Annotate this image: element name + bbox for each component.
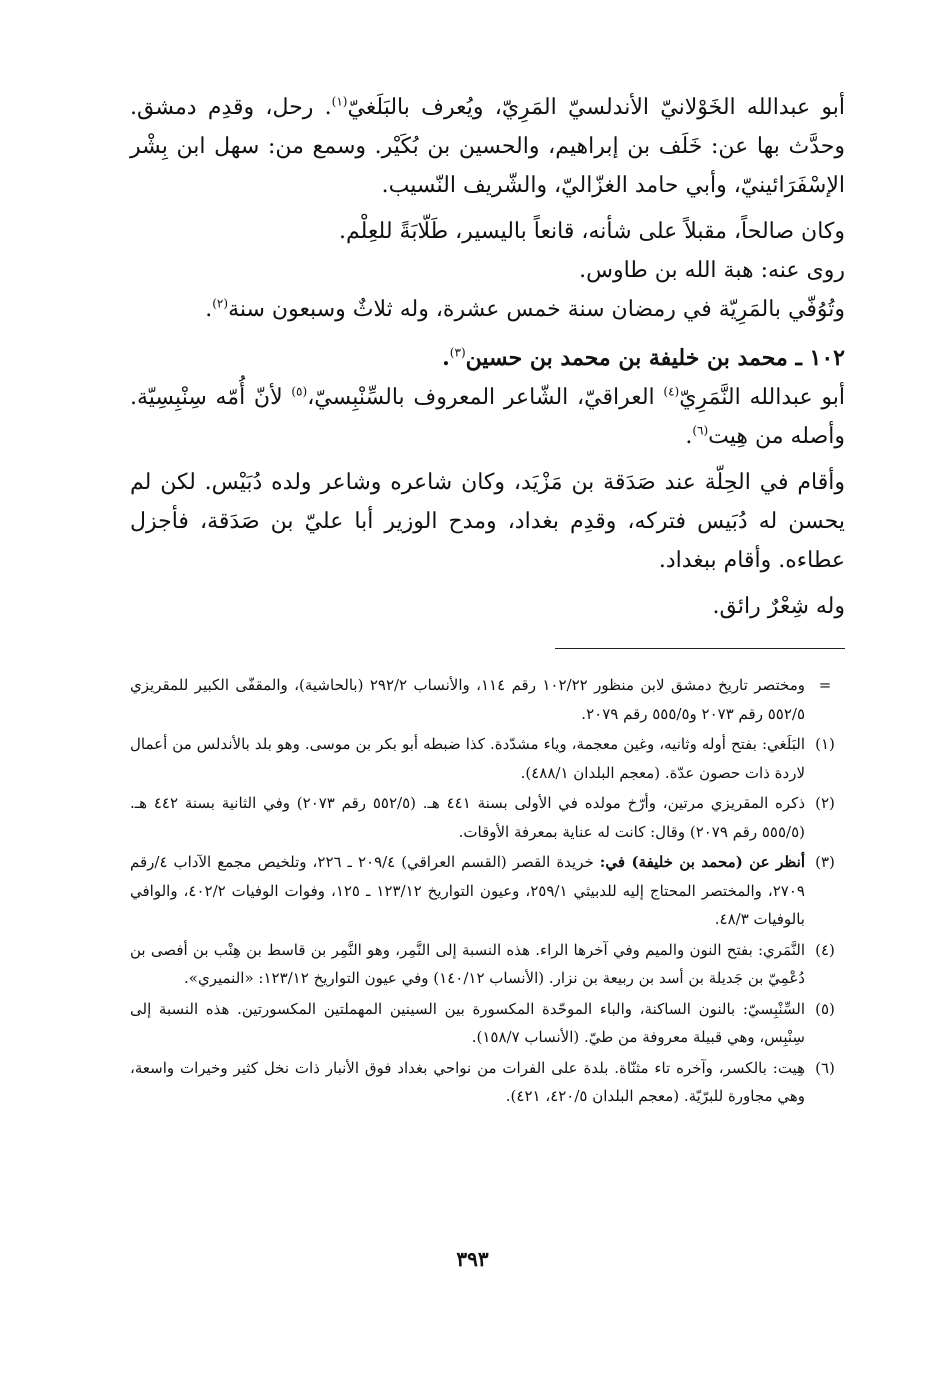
footnote-marker: (٤) xyxy=(815,940,835,959)
narrators-paragraph: روى عنه: هبة الله بن طاوس. xyxy=(579,258,845,283)
footnote-item xyxy=(130,848,845,934)
footnote-item xyxy=(130,789,845,846)
footnote-item xyxy=(130,995,845,1052)
footnote-marker: (١) xyxy=(815,735,835,753)
footnote-item xyxy=(130,1054,845,1111)
para-text: . xyxy=(442,345,450,371)
entry-heading xyxy=(130,339,845,378)
footnote-ref[interactable]: (٢) xyxy=(212,296,229,311)
biography-paragraph xyxy=(130,88,845,205)
footnote-marker: (٣) xyxy=(815,853,835,871)
entry-intro-paragraph xyxy=(130,378,845,456)
entry-number: ١٠٢ ـ xyxy=(795,345,845,371)
page-number: ٣٩٣ xyxy=(456,1247,489,1271)
footnote-ref[interactable]: (٥) xyxy=(291,384,308,399)
footnote-body xyxy=(130,848,805,934)
para-text: وتُوُفّي بالمَرِيّة في رمضان سنة خمس عشرة، وله ثلاثٌ وسبعون سنة xyxy=(228,297,845,322)
footnote-text: النَّمَري: بفتح النون والميم وفي آخرها الراء. هذه النسبة إلى النَّمِر، وهو النَّمِر بن قاسط بن هِنْب بن أفصى بن دُعْمِيّ بن جَديلة بن أسد بن ربيعة بن نزار. (الأنساب ١٤٠/١٢) وفي عيون التواريخ ١٢٣/١٢: «النميري». xyxy=(130,940,805,987)
footnote-text: هِيت: بالكسر، وآخره تاء مثنّاة. بلدة على الفرات من نواحي بغداد فوق الأنبار ذات نخل كثير وخيرات واسعة، وهي مجاورة للبرّيّة. (معجم البلدان ٤٢٠/٥، ٤٢١). xyxy=(130,1058,805,1105)
para-text: . xyxy=(205,297,213,322)
footnote-ref[interactable]: (١) xyxy=(331,94,348,109)
para-text: أبو عبدالله الخَوْلانيّ الأندلسيّ المَرِيّ، ويُعرف بالبَلَغيّ xyxy=(347,95,845,120)
footnote-marker: (٢) xyxy=(815,794,835,812)
footnote-text: ومختصر تاريخ دمشق لابن منظور ١٠٢/٢٢ رقم ١١٤، والأنساب ٢٩٢/٢ (بالحاشية)، والمقفّى الكبير للمقريزي ٥٥٢/٥ رقم ٢٠٧٣ و٥٥٥/٥ رقم ٢٠٧٩. xyxy=(130,676,805,723)
footnote-marker: (٦) xyxy=(815,1058,835,1077)
footnotes xyxy=(130,671,845,1111)
residence-paragraph: وأقام في الحِلّة عند صَدَقة بن مَزْيَد، وكان شاعره وشاعر ولده دُبَيْس. لكن لم يحسن له دُبَيس فتركه، وقدِم بغداد، ومدح الوزير أبا عليّ بن صَدَقة، فأجزل عطاءه. وأقام ببغداد. xyxy=(130,470,845,573)
footnote-bold-prefix: أنظر عن (محمد بن خليفة) في: xyxy=(599,853,805,871)
death-paragraph xyxy=(130,290,845,329)
poetry-paragraph: وله شِعْرٌ رائق. xyxy=(712,594,845,619)
footnote-marker: = xyxy=(818,676,832,694)
para-text: العراقيّ، الشّاعر المعروف بالسِّنْبِسيّ، xyxy=(307,385,664,410)
para-text: . xyxy=(685,424,693,449)
para-text: . رحل، وقدِم دمشق. وحدَّث بها عن: خَلَف بن إبراهيم، والحسين بن بُكَيْر. وسمع من: سهل ابن بِشْر الإسْفَرَائينيّ، وأبي حامد الغزّاليّ، والشّريف النّسيب. xyxy=(130,95,845,198)
footnote-text: البَلَغي: بفتح أوله وثانيه، وغين معجمة، وياء مشدّدة. كذا ضبطه أبو بكر بن موسى. وهو بلد بالأندلس من أعمال لاردة ذات حصون عدّة. (معجم البلدان ٤٨٨/١). xyxy=(130,735,805,782)
footnote-text: خريدة القصر (القسم العراقي) ٢٠٩/٤ ـ ٢٢٦، وتلخيص مجمع الآداب ٤/رقم ٢٧٠٩، والمختصر المحتاج إليه للدبيثي ٢٥٩/١، وعيون التواريخ ١٢٣/١٢ ـ ١٢٥، وفوات الوفيات ٤٠٢/٢، والوافي بالوفيات ٤٨/٣. xyxy=(130,853,805,928)
footnote-ref[interactable]: (٦) xyxy=(692,423,709,438)
main-text xyxy=(130,88,845,626)
footnote-marker: (٥) xyxy=(815,999,835,1018)
footnote-divider xyxy=(555,648,845,649)
character-paragraph: وكان صالحاً، مقبلاً على شأنه، قانعاً باليسير، طَلّابَةً للعِلْم. xyxy=(339,219,845,244)
footnote-item xyxy=(130,730,845,787)
footnote-ref[interactable]: (٤) xyxy=(663,384,680,399)
para-text: لأنّ أُمّه سِنْبِسِيّة. وأصله من هِيت xyxy=(130,385,845,449)
para-text: أبو عبدالله النَّمَرِيّ xyxy=(679,385,846,410)
footnote-text: السِّنْبِسيّ: بالنون الساكنة، والباء الموحّدة المكسورة بين السينين المهملتين المكسورتين. هذه النسبة إلى سِنْبِس، وهي قبيلة معروفة من طيّ. (الأنساب ١٥٨/٧). xyxy=(130,999,805,1046)
footnote-text: ذكره المقريزي مرتين، وأرّخ مولده في الأولى بسنة ٤٤١ هـ. (٥٥٢/٥ رقم ٢٠٧٣) وفي الثانية بسنة ٤٤٢ هـ. (٥٥٥/٥ رقم ٢٠٧٩) وقال: كانت له عناية بمعرفة الأوقات. xyxy=(130,794,806,841)
footnote-ref[interactable]: (٣) xyxy=(449,345,466,360)
entry-title: محمد بن خليفة بن محمد بن حسين xyxy=(465,345,788,371)
footnote-item xyxy=(130,936,845,993)
footnote-item xyxy=(130,671,845,728)
